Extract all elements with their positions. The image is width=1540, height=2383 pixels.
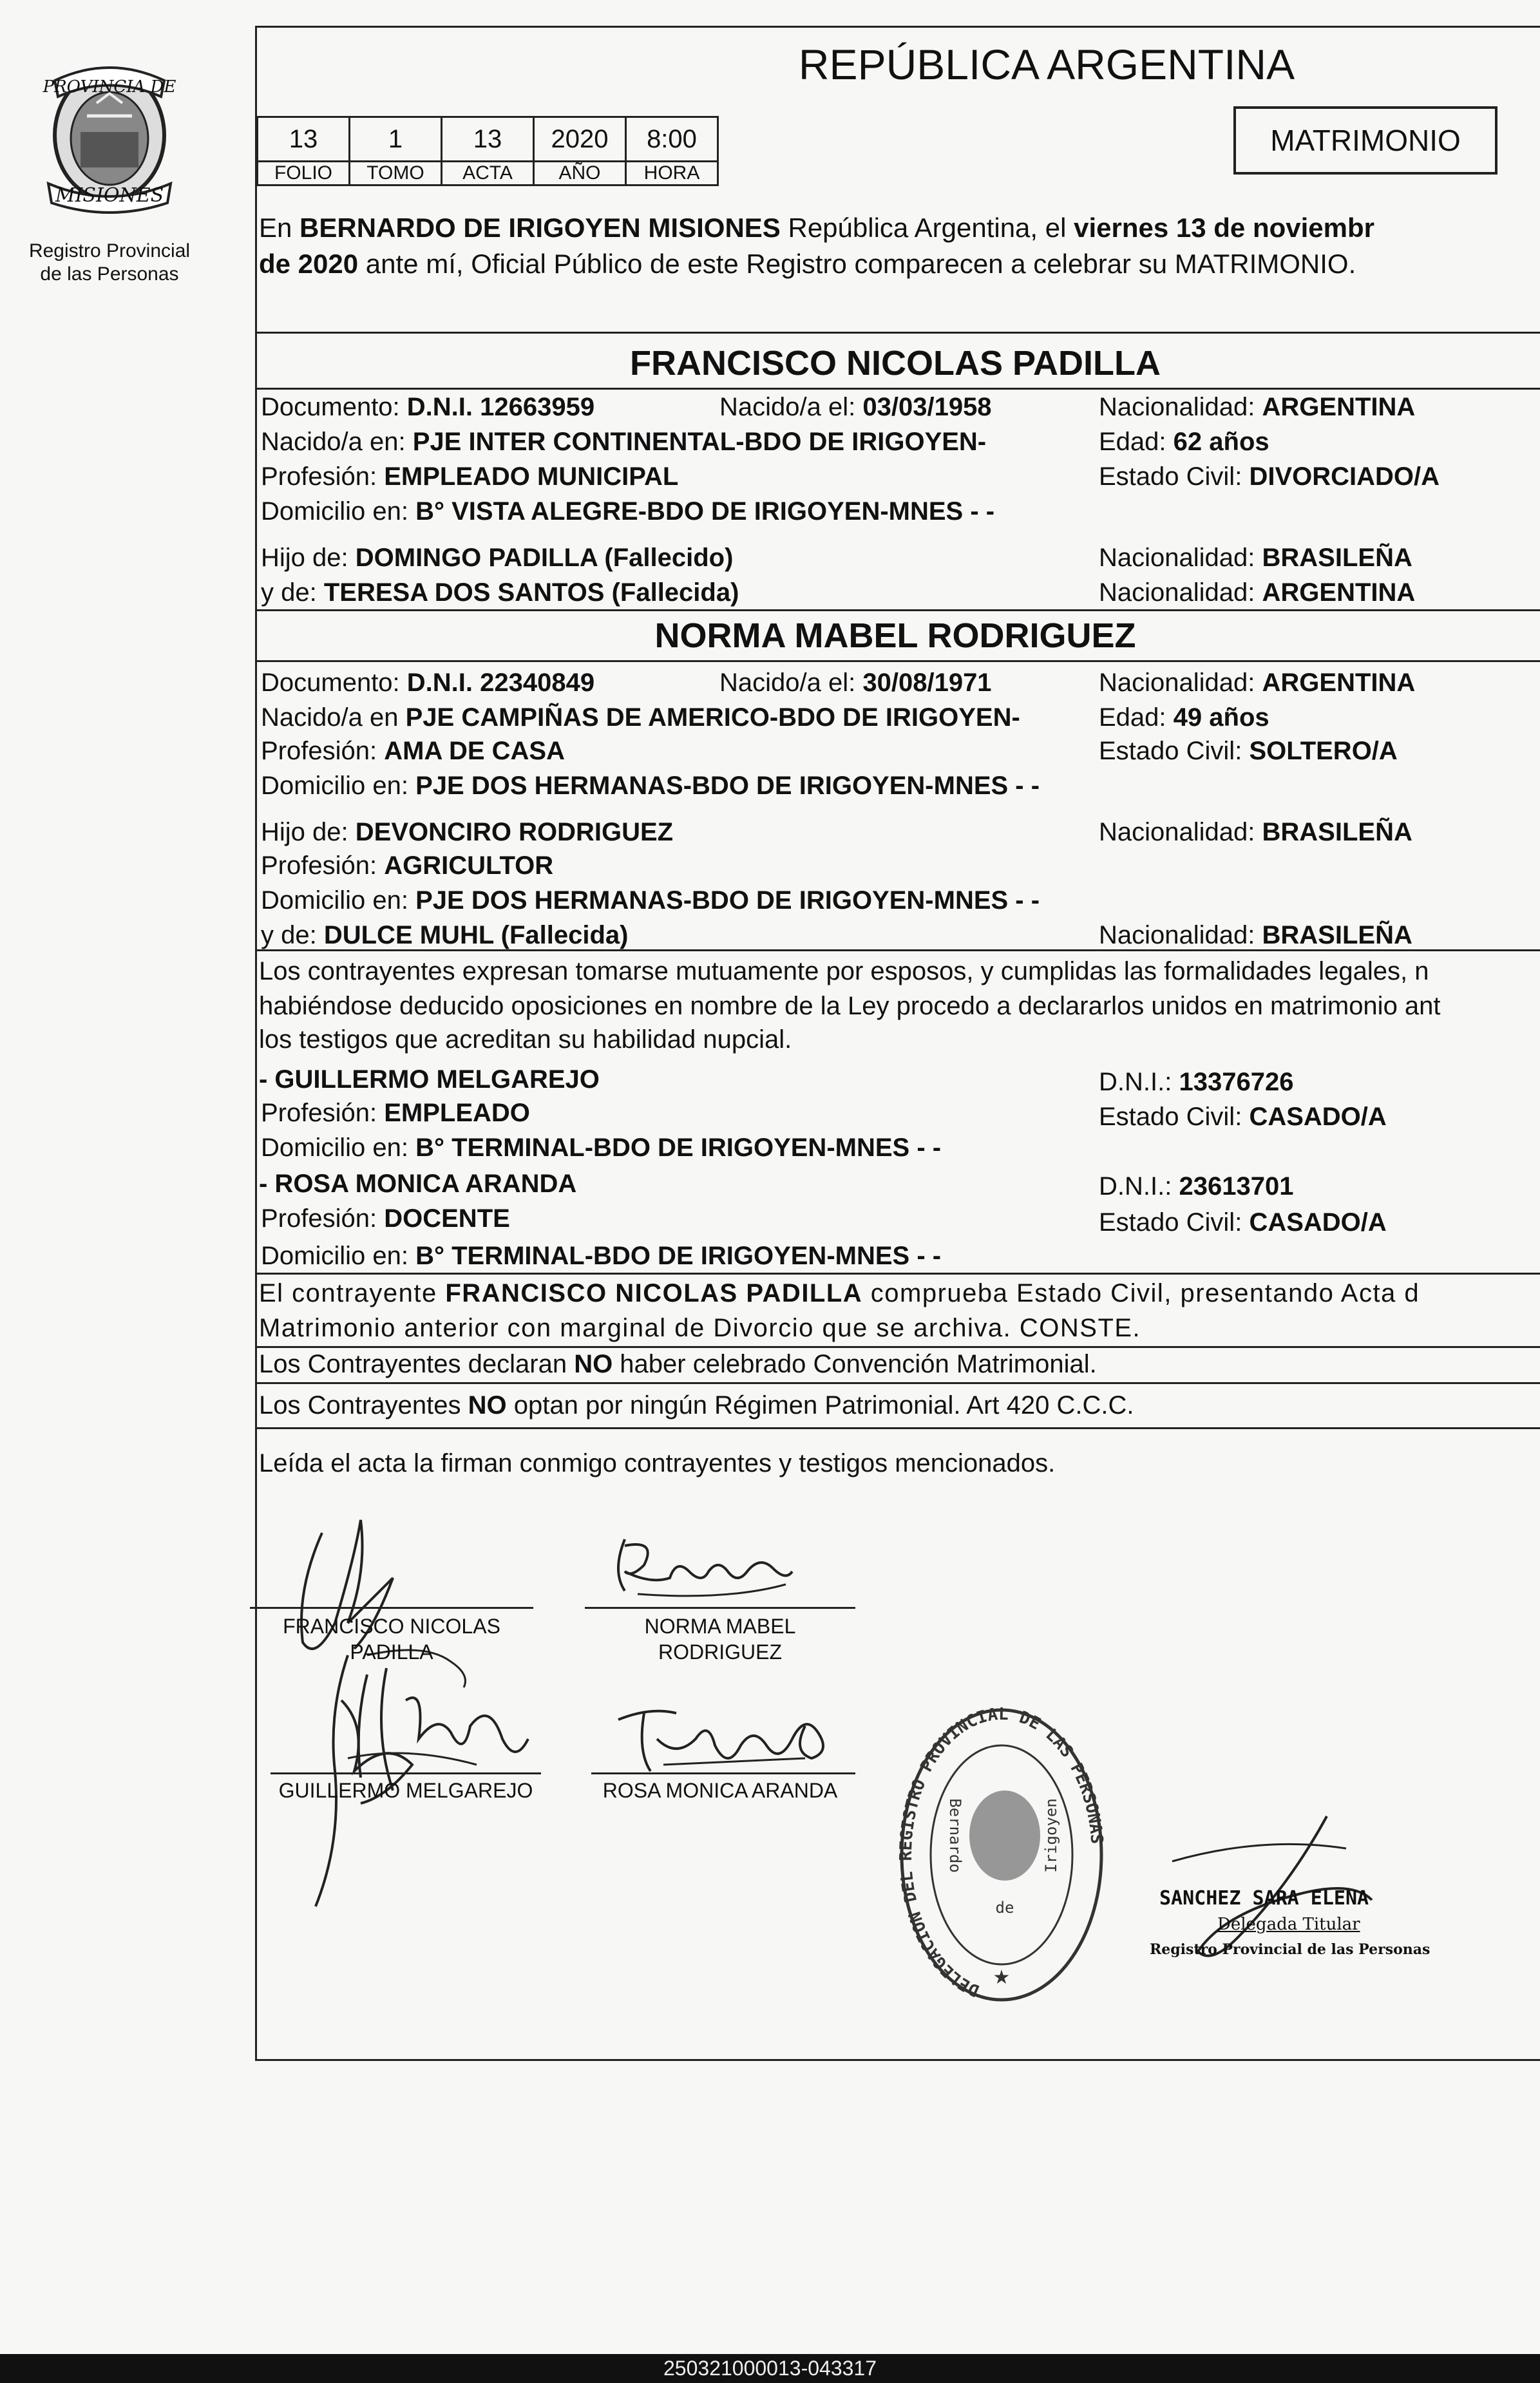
divider-spouse1: [255, 388, 1540, 390]
anio-value: 2020: [534, 117, 626, 162]
witness2-estado-civil: Estado Civil: CASADO/A: [1099, 1208, 1387, 1237]
delegate-stamp-org: Registro Provincial de las Personas: [1150, 1941, 1431, 1958]
spouse2-madre-nacionalidad: Nacionalidad: BRASILEÑA: [1099, 921, 1412, 949]
spouse1-madre-nacionalidad: Nacionalidad: ARGENTINA: [1099, 578, 1416, 607]
witness2-profesion: Profesión: DOCENTE: [261, 1204, 510, 1233]
signature-line-norma: [585, 1607, 855, 1609]
org-name-line1: Registro Provincial: [28, 240, 191, 261]
hora-label: HORA: [626, 162, 718, 185]
intro-text-1: En: [259, 213, 300, 243]
page-title: REPÚBLICA ARGENTINA: [798, 41, 1295, 88]
signature-label-francisco-2: PADILLA: [350, 1640, 433, 1664]
spouse1-name: FRANCISCO NICOLAS PADILLA: [630, 344, 1161, 383]
intro-date-1: viernes 13 de noviembr: [1074, 213, 1374, 243]
divider-closing: [255, 1427, 1540, 1429]
spouse2-padre-nacionalidad: Nacionalidad: BRASILEÑA: [1099, 818, 1412, 846]
intro-line1: [259, 211, 1374, 245]
signature-label-norma-1: NORMA MABEL: [644, 1615, 796, 1638]
org-name-line2: de las Personas: [40, 263, 179, 285]
witness2-name: - ROSA MONICA ARANDA: [259, 1170, 577, 1198]
delegate-stamp-title: Delegada Titular: [1217, 1915, 1360, 1934]
signature-label-guillermo: GUILLERMO MELGAREJO: [278, 1779, 533, 1802]
spouse2-name: NORMA MABEL RODRIGUEZ: [654, 616, 1136, 655]
witness2-domicilio: Domicilio en: B° TERMINAL-BDO DE IRIGOYEN-MNES - -: [261, 1242, 942, 1270]
spouse2-edad: Edad: 49 años: [1099, 703, 1269, 732]
note-convencion: Los Contrayentes declaran NO haber celebrado Convención Matrimonial.: [259, 1350, 1097, 1378]
spouse2-padre: Hijo de: DEVONCIRO RODRIGUEZ: [261, 818, 674, 846]
witness1-name: - GUILLERMO MELGAREJO: [259, 1065, 600, 1094]
frame-bottom-border: [255, 2059, 1540, 2061]
spouse1-madre: y de: TERESA DOS SANTOS (Fallecida): [261, 578, 739, 607]
signature-line-rosa: [591, 1772, 855, 1774]
handwritten-signature-icon: [599, 1700, 857, 1790]
folio-value: 13: [258, 117, 350, 162]
intro-text-3: ante mí, Oficial Público de este Registro comparecen a celebrar su MATRIMONIO.: [358, 249, 1356, 279]
intro-date-2: de 2020: [259, 249, 359, 279]
delegate-stamp-name: SANCHEZ SARA ELENA: [1159, 1887, 1369, 1910]
acta-value: 13: [442, 117, 534, 162]
spouse1-documento: Documento: D.N.I. 12663959: [261, 393, 595, 421]
witness1-dni: D.N.I.: 13376726: [1099, 1068, 1294, 1096]
witness1-estado-civil: Estado Civil: CASADO/A: [1099, 1103, 1387, 1131]
note-estado-civil-line2: Matrimonio anterior con marginal de Divorcio que se archiva. CONSTE.: [259, 1314, 1141, 1342]
spouse2-madre: y de: DULCE MUHL (Fallecida): [261, 921, 629, 949]
declaration-line1: Los contrayentes expresan tomarse mutuamente por esposos, y cumplidas las formalidades legales, n: [259, 957, 1429, 985]
divider-note3: [255, 1382, 1540, 1384]
spouse2-estado-civil: Estado Civil: SOLTERO/A: [1099, 737, 1398, 765]
frame-left-border: [255, 26, 257, 2061]
seal-inner-right: Irigoyen: [1042, 1798, 1060, 1873]
spouse1-nacido-en: Nacido/a en: PJE INTER CONTINENTAL-BDO DE IRIGOYEN-: [261, 428, 987, 456]
seal-star-icon: ★: [993, 1967, 1011, 1988]
witness2-dni: D.N.I.: 23613701: [1099, 1172, 1294, 1201]
spouse2-profesion: Profesión: AMA DE CASA: [261, 737, 565, 765]
intro-text-2: República Argentina, el: [780, 213, 1074, 243]
act-identifiers-table: [256, 116, 719, 186]
spouse1-edad: Edad: 62 años: [1099, 428, 1269, 456]
spouse2-nacido-el: Nacido/a el: 30/08/1971: [719, 669, 992, 697]
note-regimen: Los Contrayentes NO optan por ningún Régimen Patrimonial. Art 420 C.C.C.: [259, 1391, 1134, 1419]
intro-place: BERNARDO DE IRIGOYEN MISIONES: [299, 213, 781, 243]
signature-rosa: [599, 1700, 857, 1790]
seal-ring-text: DELEGACION DEL REGISTRO PROVINCIAL DE LAS PERSONAS: [896, 1704, 1107, 2000]
signature-guillermo: [309, 1662, 554, 1829]
tomo-value: 1: [350, 117, 442, 162]
spouse2-padre-domicilio: Domicilio en: PJE DOS HERMANAS-BDO DE IRIGOYEN-MNES - -: [261, 886, 1040, 915]
spouse2-nacido-en: Nacido/a en PJE CAMPIÑAS DE AMERICO-BDO DE IRIGOYEN-: [261, 703, 1020, 732]
svg-text:MISIONES: MISIONES: [55, 184, 164, 207]
folio-label: FOLIO: [258, 162, 350, 185]
spouse1-padre: Hijo de: DOMINGO PADILLA (Fallecido): [261, 544, 734, 572]
frame-top-border: [255, 26, 1540, 28]
spouse1-profesion: Profesión: EMPLEADO MUNICIPAL: [261, 462, 679, 491]
signature-line-guillermo: [271, 1772, 541, 1774]
handwritten-signature-icon: [599, 1533, 805, 1604]
divider-declaration: [255, 949, 1540, 951]
svg-text:PROVINCIA DE: PROVINCIA DE: [43, 77, 176, 97]
signature-norma: [599, 1533, 805, 1604]
witness1-profesion: Profesión: EMPLEADO: [261, 1099, 530, 1127]
divider-note2: [255, 1346, 1540, 1348]
document-code: 250321000013-043317: [663, 2357, 877, 2380]
divider-notes: [255, 1273, 1540, 1275]
tomo-label: TOMO: [350, 162, 442, 185]
spouse1-nacido-el: Nacido/a el: 03/03/1958: [719, 393, 992, 421]
spouse2-domicilio: Domicilio en: PJE DOS HERMANAS-BDO DE IRIGOYEN-MNES - -: [261, 772, 1040, 800]
declaration-line2: habiéndose deducido oposiciones en nombre de la Ley procedo a declararlos unidos en matrimonio ant: [259, 992, 1441, 1020]
divider-spouse2: [255, 609, 1540, 611]
record-type-box: MATRIMONIO: [1233, 106, 1497, 175]
signature-line-francisco: [250, 1607, 533, 1609]
closing-statement: Leída el acta la firman conmigo contrayentes y testigos mencionados.: [259, 1449, 1056, 1477]
spouse2-nacionalidad: Nacionalidad: ARGENTINA: [1099, 669, 1416, 697]
signature-label-norma-2: RODRIGUEZ: [658, 1640, 782, 1664]
anio-label: AÑO: [534, 162, 626, 185]
note-estado-civil-line1: El contrayente FRANCISCO NICOLAS PADILLA comprueba Estado Civil, presentando Acta d: [259, 1279, 1420, 1307]
declaration-line3: los testigos que acreditan su habilidad nupcial.: [259, 1025, 792, 1054]
handwritten-signature-icon: [309, 1662, 554, 1829]
spouse1-nacionalidad: Nacionalidad: ARGENTINA: [1099, 393, 1416, 421]
spouse1-padre-nacionalidad: Nacionalidad: BRASILEÑA: [1099, 544, 1412, 572]
spouse1-domicilio: Domicilio en: B° VISTA ALEGRE-BDO DE IRIGOYEN-MNES - -: [261, 497, 995, 526]
hora-value: 8:00: [626, 117, 718, 162]
signature-label-rosa: ROSA MONICA ARANDA: [602, 1779, 838, 1802]
seal-inner-left: Bernardo: [946, 1798, 964, 1873]
spouse1-estado-civil: Estado Civil: DIVORCIADO/A: [1099, 462, 1440, 491]
acta-label: ACTA: [442, 162, 534, 185]
oval-seal-icon: [895, 1700, 1108, 2009]
spouse2-padre-profesion: Profesión: AGRICULTOR: [261, 851, 554, 880]
intro-line2: [259, 247, 1356, 281]
spouse2-documento: Documento: D.N.I. 22340849: [261, 669, 595, 697]
witness1-domicilio: Domicilio en: B° TERMINAL-BDO DE IRIGOYEN-MNES - -: [261, 1134, 942, 1162]
divider-intro: [255, 332, 1540, 334]
official-seal: [895, 1700, 1108, 2009]
signature-label-francisco-1: FRANCISCO NICOLAS: [283, 1615, 500, 1638]
seal-inner-mid: de: [995, 1899, 1014, 1917]
divider-spouse2-name: [255, 660, 1540, 662]
